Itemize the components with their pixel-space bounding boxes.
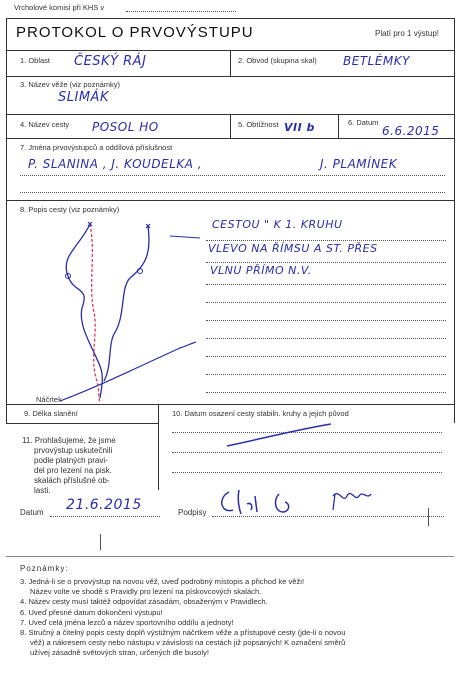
cell-divider	[230, 114, 231, 138]
row-divider	[6, 138, 454, 139]
declaration-line: prvovýstup uskutečnili	[34, 446, 113, 455]
frame-right	[454, 18, 455, 423]
declaration-block	[22, 436, 116, 496]
tick-mark	[428, 508, 429, 526]
anchors-line	[172, 452, 442, 453]
cell-divider	[338, 114, 339, 138]
crossed-out-mark	[225, 420, 335, 450]
note-item: 8. Stručný a čitelný popis cesty doplň výstižným náčrtkem věže a přístupové cesty (jde-li o novou	[20, 628, 346, 638]
frame-top	[6, 18, 454, 19]
grade-value: VII b	[284, 121, 315, 134]
climbers-line	[20, 175, 445, 176]
description-line	[206, 374, 446, 375]
note-item: 3. Jedná-li se o prvovýstup na novou věž, uveď podrobný místopis a přichod ke věži!	[20, 577, 305, 586]
climbers-value-2: J. PLAMÍNEK	[320, 157, 398, 171]
valid-for-note: Platí pro 1 výstup!	[375, 29, 440, 38]
note-item: užívej zásadně světových stran, určených dle busoly!	[30, 648, 209, 658]
notes-divider	[6, 556, 454, 557]
description-line	[206, 240, 446, 241]
climbers-value-1: P. SLANINA , J. KOUDELKA ,	[28, 157, 203, 171]
grade-label: 5. Obtížnost	[238, 120, 279, 129]
declaration-line: 11. Prohlašujeme, že jsme	[22, 436, 116, 445]
date-value: 6.6.2015	[382, 124, 440, 138]
tower-label: 3. Název věže (viz poznámky)	[20, 80, 121, 89]
row-divider	[6, 200, 454, 201]
page-title: PROTOKOL O PRVOVÝSTUPU	[16, 24, 254, 41]
declaration-line: skalách příslušné ob-	[34, 476, 110, 485]
description-line	[206, 284, 446, 285]
sketch-label: Náčrtek	[36, 395, 62, 404]
route-sketch	[30, 216, 200, 406]
committee-label: Vrcholové komisi při KHS v	[14, 3, 105, 12]
description-line-3: VLNU PŘÍMO N.V.	[210, 264, 312, 277]
row-divider	[6, 423, 158, 424]
description-line	[206, 320, 446, 321]
description-line	[206, 392, 446, 393]
anchors-line	[172, 472, 442, 473]
note-item: Název volte ve shodě s Pravidly pro lezení na pískovcových skalách.	[30, 587, 262, 597]
district-value: BETLÉMKY	[343, 54, 410, 68]
description-line-1: CESTOU " K 1. KRUHU	[212, 218, 343, 231]
signatures-drawing	[215, 484, 405, 524]
description-line	[206, 356, 446, 357]
sign-date-value: 21.6.2015	[66, 497, 142, 513]
note-item: věž) a nákresem cesty nebo nástupu v závislosti na cestách již popsaných! K označení směrů	[30, 638, 346, 648]
anchors-label: 10. Datum osazení cesty stabiln. kruhy a jejich původ	[172, 409, 349, 418]
row-divider	[6, 76, 454, 77]
district-label: 2. Obvod (skupina skal)	[238, 56, 317, 65]
declaration-line: lasti.	[34, 486, 51, 495]
notes-heading: Poznámky:	[20, 564, 69, 573]
cell-divider	[158, 404, 159, 490]
climbers-line	[20, 192, 445, 193]
row-divider	[6, 404, 454, 405]
area-value: ČESKÝ RÁJ	[74, 54, 147, 69]
declaration-line: podle platných pravi-	[34, 456, 108, 465]
cell-divider	[230, 50, 231, 76]
description-label: 8. Popis cesty (viz poznámky)	[20, 205, 120, 214]
description-line-2: VLEVO NA ŘÍMSU A ST. PŘES	[208, 242, 378, 255]
description-line	[206, 262, 446, 263]
committee-line	[126, 11, 236, 12]
sign-date-line	[50, 516, 160, 517]
description-line	[206, 302, 446, 303]
note-item: 6. Uveď přesné datum dokončení výstupu!	[20, 607, 163, 617]
tower-value: SLIMÁK	[58, 90, 109, 105]
tick-mark	[100, 534, 101, 550]
rappel-label: 9. Délka slanění	[24, 409, 78, 418]
route-label: 4. Název cesty	[20, 120, 70, 129]
area-label: 1. Oblast	[20, 56, 51, 65]
sign-date-label: Datum	[20, 508, 44, 517]
note-item: 7. Uveď celá jména lezců a název sportovního oddílu a jednoty!	[20, 617, 234, 627]
description-line	[206, 338, 446, 339]
note-item: 4. Název cesty musí taktéž odpovídat zásadám, obsaženým v Pravidlech.	[20, 597, 268, 607]
signatures-label: Podpisy	[178, 508, 207, 517]
date-label: 6. Datum	[348, 118, 379, 127]
frame-left	[6, 18, 7, 423]
declaration-line: del pro lezení na pisk.	[34, 466, 112, 475]
climbers-label: 7. Jména prvovýstupců a oddílová příslušnost	[20, 143, 173, 152]
notes-list	[20, 577, 345, 659]
route-value: POSOL HO	[92, 120, 159, 134]
